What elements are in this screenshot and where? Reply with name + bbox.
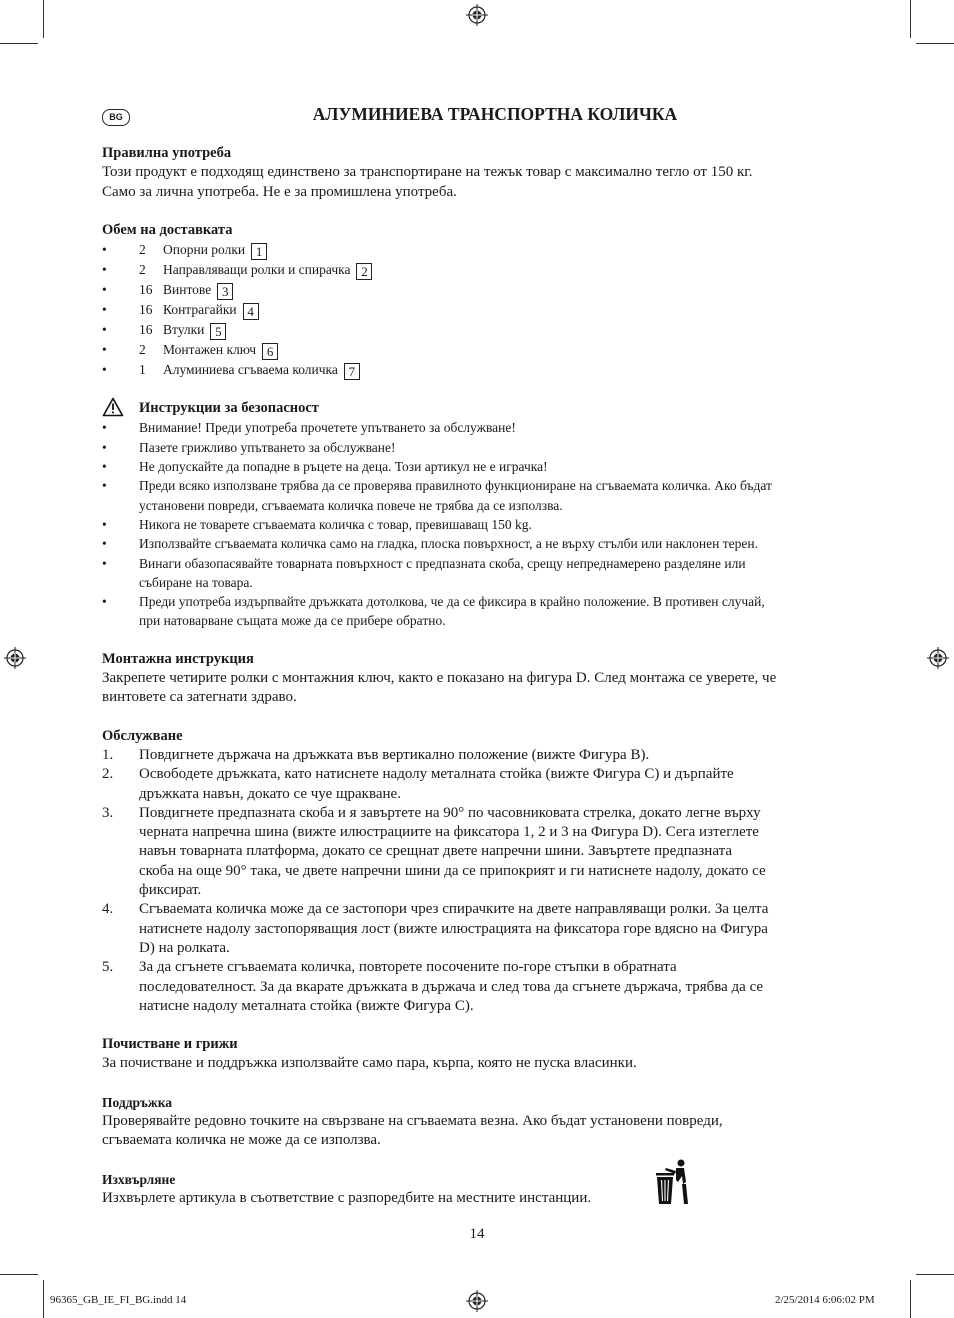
- step-line: натиснете надолу застопоряващия лост (вижте илюстрацията на фиксатора горе вдясно на Фигура: [139, 920, 768, 937]
- bullet: •: [102, 516, 107, 532]
- registration-mark-icon: [4, 647, 26, 669]
- registration-mark-icon: [466, 1290, 488, 1312]
- step-item: [102, 958, 852, 1016]
- item-quantity: 2: [139, 262, 146, 278]
- list-item-line: Използвайте сгъваемата количка само на гладка, плоска повърхност, а не върху стълби или наклонен терен.: [139, 536, 758, 552]
- step-line: Сгъваемата количка може да се застопори чрез спирачките на двете направляващи ролки. За целта: [139, 901, 769, 918]
- step-item: [102, 900, 852, 958]
- step-number: 4.: [102, 901, 114, 918]
- registration-mark-icon: [927, 647, 949, 669]
- bullet: •: [102, 282, 107, 298]
- item-number-box: 1: [251, 243, 267, 260]
- item-quantity: 16: [139, 282, 153, 298]
- section-heading: Правилна употреба: [102, 145, 232, 161]
- paragraph-line: За почистване и поддръжка използвайте само пара, кърпа, която не пуска власинки.: [102, 1055, 637, 1072]
- list-item-line: Винаги обазопасявайте товарната повърхност с предпазната скоба, срещу непреднамерено разделяне или: [139, 555, 746, 571]
- crop-mark: [916, 43, 954, 44]
- item-quantity: 1: [139, 362, 146, 378]
- bullet: •: [102, 362, 107, 378]
- list-item: [102, 515, 852, 534]
- section-heading: Инструкции за безопасност: [139, 400, 319, 417]
- crop-mark: [43, 1280, 44, 1318]
- paragraph-line: Закрепете четирите ролки с монтажния ключ, както е показано на фигура D. След монтажа се уверете, че: [102, 670, 777, 687]
- list-item-line: събиране на товара.: [139, 574, 253, 590]
- bullet: •: [102, 242, 107, 258]
- section-heading: Поддръжка: [102, 1094, 173, 1110]
- paragraph-line: Проверявайте редовно точките на свързване на сгъваемата везна. Ако бъдат установени повреди,: [102, 1112, 723, 1129]
- step-line: натисне надолу металната стойка (вижте Фигура C).: [139, 997, 474, 1014]
- recycle-bin-icon: [654, 1158, 694, 1206]
- item-name: Втулки: [163, 322, 205, 338]
- footer-filename: 96365_GB_IE_FI_BG.indd 14: [50, 1294, 187, 1306]
- step-line: последователност. За да вкарате дръжката в държача и след това да сгънете държача, трябва да се: [139, 978, 764, 995]
- step-line: дръжката навън, докато се чуе щракване.: [139, 785, 401, 802]
- list-item: [102, 457, 852, 476]
- document-body: [102, 144, 852, 1227]
- paragraph-line: Този продукт е подходящ единствено за транспортиране на тежък товар с максимално тегло от 150 кг.: [102, 164, 753, 181]
- list-item: [102, 592, 852, 631]
- scope-list: [102, 240, 852, 380]
- crop-mark: [0, 43, 38, 44]
- list-item: [102, 320, 852, 340]
- bullet: •: [102, 322, 107, 338]
- list-item: [102, 534, 852, 553]
- section-cleaning: [102, 1035, 852, 1074]
- safety-list: [102, 418, 852, 630]
- section-proper-use: [102, 144, 852, 202]
- list-item: [102, 280, 852, 300]
- operation-list: [102, 746, 852, 1016]
- bullet: •: [102, 478, 107, 494]
- item-name: Монтажен ключ: [163, 342, 257, 358]
- item-name: Контрагайки: [163, 302, 237, 318]
- step-number: 5.: [102, 959, 114, 976]
- step-line: фиксират.: [139, 882, 202, 899]
- item-number-box: 3: [217, 283, 233, 300]
- step-item: [102, 746, 852, 765]
- section-heading: Изхвърляне: [102, 1171, 176, 1187]
- page-title: АЛУМИНИЕВА ТРАНСПОРТНА КОЛИЧКА: [312, 104, 678, 124]
- item-name: Алуминиева сгъваема количка: [163, 362, 338, 378]
- step-item: [102, 804, 852, 900]
- registration-mark-icon: [466, 4, 488, 26]
- list-item: [102, 240, 852, 260]
- step-line: навън товарната платформа, докато се срещнат двете напречни шини. Завъртете предпазната: [139, 843, 732, 860]
- list-item-line: Пазете грижливо упътването за обслужване!: [139, 439, 396, 455]
- list-item-line: Внимание! Преди употреба прочетете упътването за обслужване!: [139, 420, 516, 436]
- bullet: •: [102, 302, 107, 318]
- bullet: •: [102, 536, 107, 552]
- list-item: [102, 438, 852, 457]
- list-item: [102, 340, 852, 360]
- item-number-box: 5: [210, 323, 226, 340]
- item-quantity: 2: [139, 342, 146, 358]
- list-item-line: Преди всяко използване трябва да се проверява правилното функциониране на сгъваемата количка. Ако бъдат: [139, 478, 772, 494]
- list-item: [102, 360, 852, 380]
- section-disposal: [102, 1170, 852, 1209]
- section-assembly: [102, 650, 852, 708]
- list-item: [102, 300, 852, 320]
- bullet: •: [102, 459, 107, 475]
- step-number: 2.: [102, 766, 114, 783]
- list-item-line: Никога не товарете сгъваемата количка с товар, превишаващ 150 kg.: [139, 516, 532, 532]
- crop-mark: [0, 1274, 38, 1275]
- list-item-line: установени повреди, сгъваемата количка повече не трябва да се използва.: [139, 497, 563, 513]
- section-heading: Обслужване: [102, 727, 183, 744]
- item-name: Направляващи ролки и спирачка: [163, 262, 351, 278]
- item-name: Опорни ролки: [163, 242, 246, 258]
- step-line: Повдигнете предпазната скоба и я завъртете на 90° по часовниковата стрелка, докато легне върху: [139, 804, 761, 821]
- footer-timestamp: 2/25/2014 6:06:02 PM: [775, 1294, 875, 1306]
- step-line: Повдигнете държача на дръжката във вертикално положение (вижте Фигура B).: [139, 746, 650, 763]
- list-item: [102, 476, 852, 515]
- list-item-line: Не допускайте да попадне в ръцете на деца. Този артикул не е играчка!: [139, 459, 548, 475]
- section-heading: Обем на доставката: [102, 221, 233, 238]
- step-line: За да сгънете сгъваемата количка, повторете посочените по-горе стъпки в обратната: [139, 959, 677, 976]
- section-scope: [102, 221, 852, 380]
- safety-heading-row: [102, 399, 852, 418]
- item-quantity: 16: [139, 322, 153, 338]
- paragraph-line: Само за лична употреба. Не е за промишлена употреба.: [102, 183, 457, 200]
- list-item: [102, 554, 852, 593]
- crop-mark: [910, 1280, 911, 1318]
- item-number-box: 2: [356, 263, 372, 280]
- list-item-line: при натоварване същата може да се прибере обратно.: [139, 613, 446, 629]
- paragraph-line: Изхвърлете артикула в съответствие с разпоредбите на местните инстанции.: [102, 1189, 592, 1206]
- section-operation: [102, 727, 852, 1016]
- warning-triangle-icon: [102, 397, 124, 417]
- item-name: Винтове: [163, 282, 212, 298]
- step-number: 1.: [102, 746, 114, 763]
- paragraph-line: винтовете са затегнати здраво.: [102, 689, 297, 706]
- step-line: D) на ролката.: [139, 939, 230, 956]
- language-badge: BG: [102, 109, 130, 126]
- bullet: •: [102, 555, 107, 571]
- bullet: •: [102, 439, 107, 455]
- bullet: •: [102, 342, 107, 358]
- step-line: черната напречна шина (вижте илюстрациите на фиксатора 1, 2 и 3 на Фигура D). Сега изтеглете: [139, 824, 759, 841]
- item-number-box: 6: [262, 343, 278, 360]
- crop-mark: [910, 0, 911, 38]
- bullet: •: [102, 262, 107, 278]
- crop-mark: [916, 1274, 954, 1275]
- step-line: Освободете дръжката, като натиснете надолу металната стойка (вижте Фигура C) и дърпайте: [139, 766, 734, 783]
- bullet: •: [102, 594, 107, 610]
- item-quantity: 16: [139, 302, 153, 318]
- list-item: [102, 418, 852, 437]
- item-number-box: 4: [243, 303, 259, 320]
- step-line: скоба на още 90° така, че двете напречни шини да се припокрият и ги натиснете надолу, докато се: [139, 862, 766, 879]
- bullet: •: [102, 420, 107, 436]
- list-item: [102, 260, 852, 280]
- step-item: [102, 765, 852, 804]
- list-item-line: Преди употреба издърпвайте дръжката дотолкова, че да се фиксира в крайно положение. В противен случай,: [139, 594, 765, 610]
- section-heading: Почистване и грижи: [102, 1036, 238, 1053]
- page-number: 14: [469, 1226, 485, 1242]
- item-quantity: 2: [139, 242, 146, 258]
- step-number: 3.: [102, 804, 114, 821]
- crop-mark: [43, 0, 44, 38]
- section-safety: [102, 399, 852, 631]
- paragraph-line: сгъваемата количка не може да се използва.: [102, 1132, 381, 1149]
- item-number-box: 7: [344, 363, 360, 380]
- section-maintenance: [102, 1093, 852, 1151]
- section-heading: Монтажна инструкция: [102, 650, 254, 667]
